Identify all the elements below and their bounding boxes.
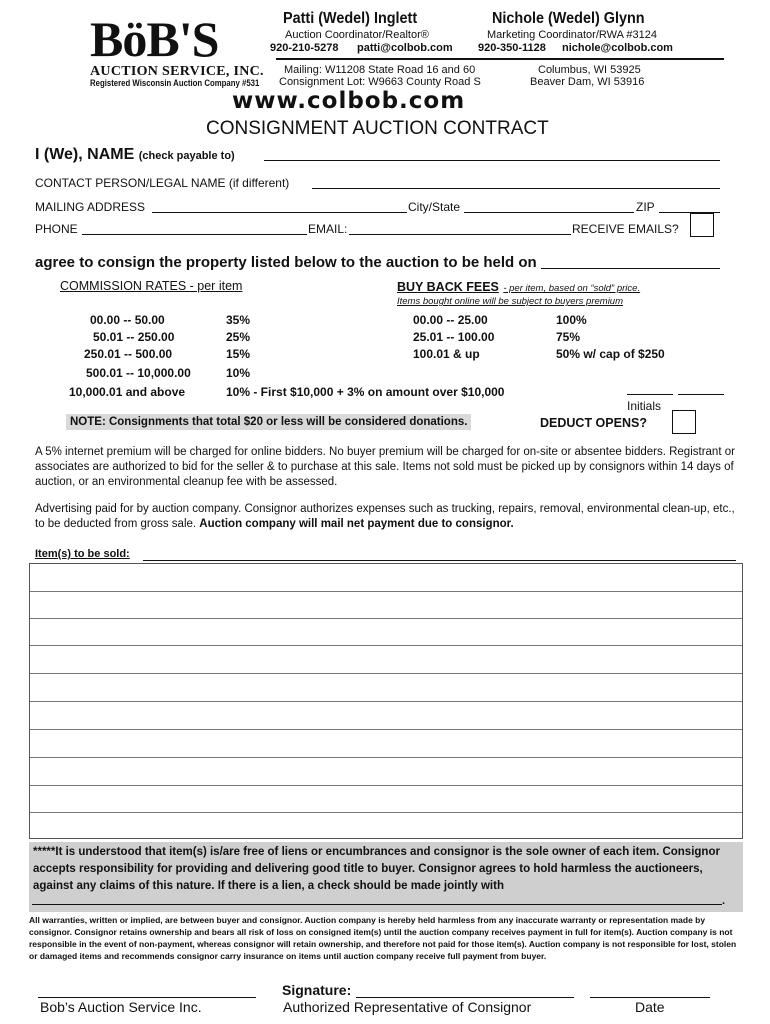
deduct-opens-checkbox[interactable]	[672, 410, 696, 434]
item-line[interactable]	[30, 812, 742, 813]
buyback-rate-2: 50% w/ cap of $250	[556, 347, 665, 361]
contact1-role: Auction Coordinator/Realtor®	[285, 29, 429, 41]
company-signature-line[interactable]	[38, 982, 256, 998]
auction-date-field[interactable]	[541, 254, 720, 269]
commission-rate-3: 10%	[226, 366, 251, 380]
item-line[interactable]	[30, 757, 742, 758]
commission-range-3: 500.01 -- 10,000.00	[86, 366, 191, 380]
mailing-address-field[interactable]	[152, 199, 407, 213]
date-caption: Date	[635, 999, 665, 1015]
contact2-role: Marketing Coordinator/RWA #3124	[487, 29, 657, 41]
item-line[interactable]	[30, 591, 742, 592]
items-label-line	[143, 548, 736, 561]
buyback-header-note: - per item, based on “sold” price.	[503, 283, 641, 294]
initials-field-1[interactable]	[627, 383, 673, 395]
initials-label: Initials	[627, 399, 662, 413]
company-logo: BöB'S	[90, 11, 219, 67]
buyback-header	[397, 278, 640, 296]
commission-rate-4: 10% - First $10,000 + 3% on amount over $10,000	[226, 385, 505, 399]
zip-field[interactable]	[659, 199, 720, 213]
agree-text: agree to consign the property listed below to the auction to be held on	[35, 254, 537, 271]
name-label: I (We), NAME	[35, 146, 135, 163]
commission-rate-1: 25%	[226, 330, 251, 344]
date-field[interactable]	[590, 982, 710, 998]
website-url: www.colbob.com	[232, 88, 466, 114]
consignment-lot-address: Consignment Lot: W9663 County Road S	[279, 76, 481, 88]
mailing-address: Mailing: W11208 State Road 16 and 60	[284, 64, 476, 76]
phone-label: PHONE	[35, 222, 78, 236]
buyback-rate-1: 75%	[556, 330, 581, 344]
commission-rate-0: 35%	[226, 313, 251, 327]
buyback-rate-0: 100%	[556, 313, 587, 327]
buyback-range-0: 00.00 -- 25.00	[413, 313, 488, 327]
contact1-name: Patti (Wedel) Inglett	[283, 10, 418, 27]
item-line[interactable]	[30, 729, 742, 730]
lien-text: *****It is understood that item(s) is/are free of liens or encumbrances and consignor is the sole owner of each item. Consignor accepts responsibility for providing and delivering good title to buyer. Consignor agrees to hold harmless the auctioneers, against any claims of this nature. If there is a lien, a check should be made jointly with	[33, 846, 720, 892]
email-field[interactable]	[349, 221, 571, 235]
signature-label: Signature:	[282, 982, 352, 998]
buyback-range-1: 25.01 -- 100.00	[413, 330, 495, 344]
consignment-lot-city: Beaver Dam, WI 53916	[530, 76, 645, 88]
logo-registration: Registered Wisconsin Auction Company #531	[90, 78, 260, 89]
name-hint: (check payable to)	[138, 150, 235, 162]
mailing-address-label: MAILING ADDRESS	[35, 200, 146, 214]
advertising-text: Advertising paid for by auction company. Consignor authorizes expenses such as trucking, repairs, removal, environmental clean-up, etc., to be deducted from gross sale.	[35, 503, 735, 530]
email-label: EMAIL:	[308, 222, 348, 236]
page-title: CONSIGNMENT AUCTION CONTRACT	[206, 118, 549, 139]
commission-header	[60, 279, 242, 293]
signature-field[interactable]	[356, 982, 574, 998]
buyback-range-2: 100.01 & up	[413, 347, 480, 361]
items-label: Item(s) to be sold:	[35, 548, 130, 560]
commission-header-text: COMMISSION RATES - per item	[60, 279, 243, 293]
mailing-city: Columbus, WI 53925	[538, 64, 641, 76]
consignor-signature-caption: Authorized Representative of Consignor	[283, 999, 532, 1015]
logo-subtitle: AUCTION SERVICE, INC.	[90, 64, 264, 79]
name-field-label	[35, 146, 235, 164]
commission-range-0: 00.00 -- 50.00	[90, 313, 165, 327]
lien-period: .	[722, 895, 726, 907]
terms-paragraph: A 5% internet premium will be charged for online bidders. No buyer premium will be charged for on-site or absentee bidders. Registrant or associates are authorized to bid for the seller & to purchase at this sale. Items not sold must be picked up by consignors within 14 days of auction, or an environmental cleanup fee with be assessed.	[35, 446, 735, 488]
advertising-paragraph	[35, 502, 735, 532]
contact1-phone: 920-210-5278	[270, 42, 339, 54]
contact-person-field[interactable]	[312, 176, 720, 189]
item-line[interactable]	[30, 673, 742, 674]
item-line[interactable]	[30, 645, 742, 646]
contact2-name: Nichole (Wedel) Glynn	[492, 10, 645, 27]
fine-print: All warranties, written or implied, are between buyer and consignor. Auction company is hereby held harmless from any inaccurate warranty or representation made by consignor. Consignor retains ownership and bears all risk of loss on consigned item(s) until the auction company receives payment in full for item(s). Auction company is not responsible in the event of non-payment, whereas consignor will retain ownership, and therefore not paid for those item(s). Auction company is not responsible for lost, stolen or damaged items and recommends consignor carry insurance on items until auction company receive full payment from buyer.	[29, 915, 737, 961]
buyback-header-text: BUY BACK FEES	[397, 280, 499, 294]
donation-note: NOTE: Consignments that total $20 or less will be considered donations.	[66, 414, 471, 430]
contact2-email: nichole@colbob.com	[562, 42, 673, 54]
contact2-phone: 920-350-1128	[478, 42, 546, 54]
commission-range-4: 10,000.01 and above	[69, 385, 186, 399]
city-state-field[interactable]	[464, 199, 634, 213]
buyback-online-note: Items bought online will be subject to buyers premium	[397, 296, 624, 307]
net-payment-text: Auction company will mail net payment due to consignor.	[199, 518, 514, 530]
deduct-opens-label: DEDUCT OPENS?	[540, 416, 647, 430]
commission-range-2: 250.01 -- 500.00	[84, 347, 173, 361]
items-table	[29, 563, 743, 839]
receive-emails-label: RECEIVE EMAILS?	[572, 222, 679, 236]
item-line[interactable]	[30, 618, 742, 619]
commission-range-1: 50.01 -- 250.00	[93, 330, 175, 344]
initials-field-2[interactable]	[678, 383, 724, 395]
commission-rate-2: 15%	[226, 347, 251, 361]
zip-label: ZIP	[636, 200, 655, 214]
item-line[interactable]	[30, 701, 742, 702]
name-field[interactable]	[264, 147, 720, 161]
header-rule	[276, 58, 724, 60]
phone-field[interactable]	[82, 221, 307, 235]
contact-person-label: CONTACT PERSON/LEGAL NAME (if different)	[35, 176, 290, 190]
item-line[interactable]	[30, 785, 742, 786]
contact1-email: patti@colbob.com	[357, 42, 453, 54]
city-state-label: City/State	[408, 200, 461, 214]
lien-joint-field[interactable]	[32, 893, 722, 905]
company-signature-caption: Bob’s Auction Service Inc.	[40, 999, 202, 1015]
receive-emails-checkbox[interactable]	[690, 213, 714, 237]
